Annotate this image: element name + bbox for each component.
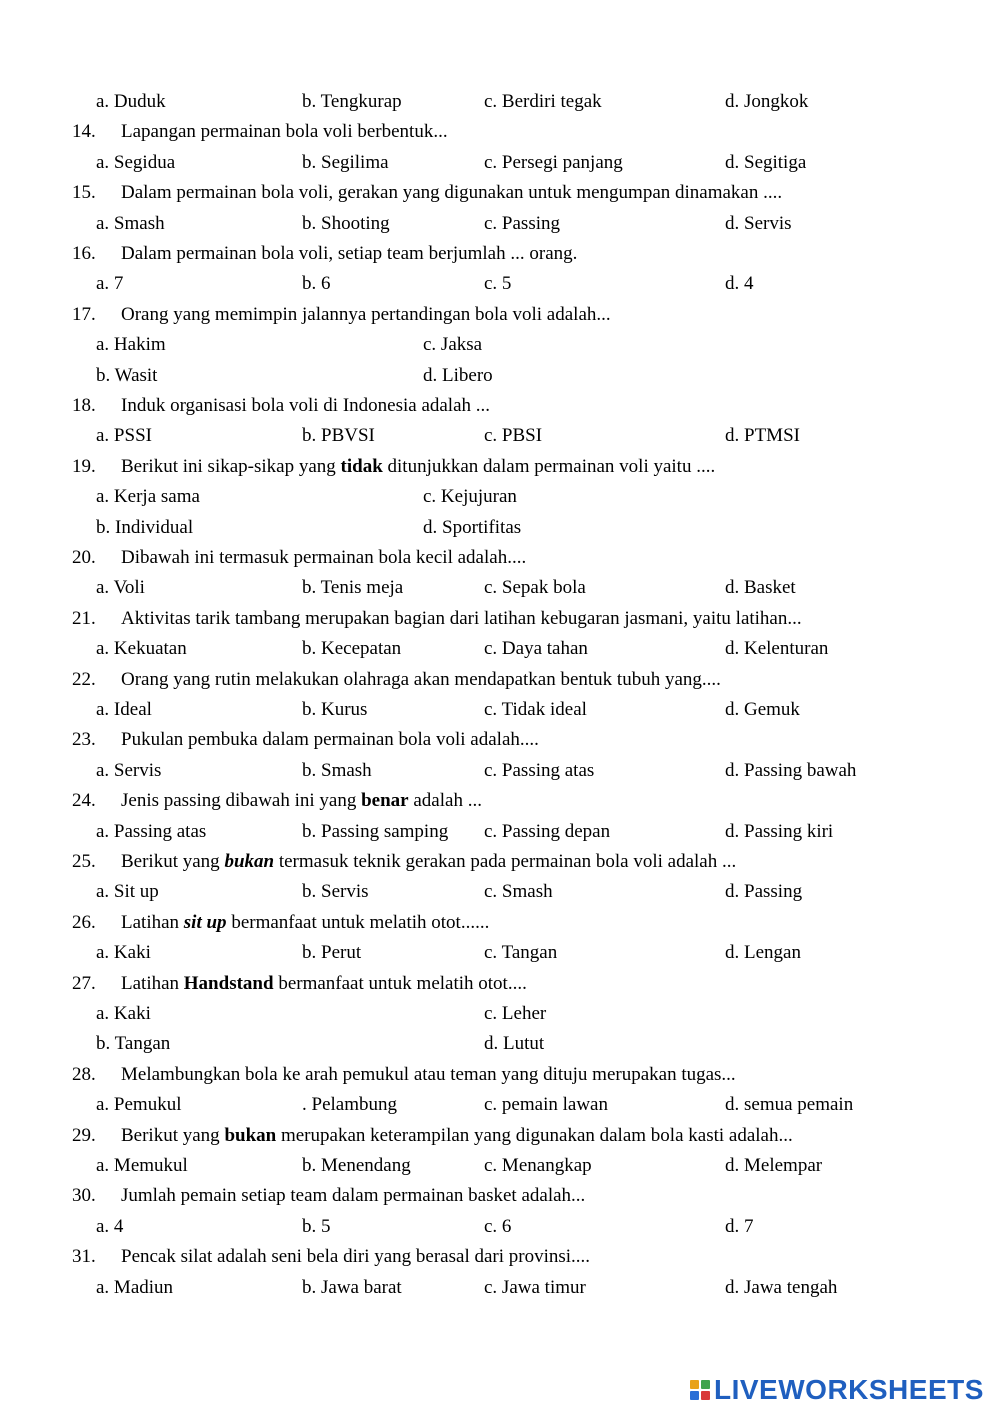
question-21	[0, 604, 1000, 634]
q29-options	[0, 1151, 1000, 1181]
q28-options	[0, 1090, 1000, 1120]
option-d[interactable]: d. Jongkok	[725, 91, 809, 112]
question-number: 20.	[72, 547, 96, 568]
option-d[interactable]: d. Lutut	[484, 1033, 545, 1055]
question-number: 15.	[72, 182, 96, 204]
q13-options	[0, 87, 1000, 117]
option-c[interactable]: c. Daya tahan	[484, 638, 588, 660]
question-number: 30.	[72, 1185, 96, 1207]
option-a[interactable]: a. Pemukul	[96, 1094, 182, 1116]
question-20	[0, 543, 1000, 573]
question-text	[121, 786, 482, 816]
question-number: 28.	[72, 1063, 96, 1085]
q19-options-row-1	[0, 482, 1000, 512]
option-a[interactable]: a. Hakim	[96, 334, 166, 356]
q18-options	[0, 421, 1000, 451]
question-number: 17.	[72, 303, 96, 325]
q16-options	[0, 269, 1000, 299]
option-a[interactable]: a. Madiun	[96, 1276, 174, 1298]
q23-options	[0, 756, 1000, 786]
option-b[interactable]: b. Shooting	[302, 212, 390, 234]
option-b[interactable]: b. Kurus	[302, 699, 368, 720]
logo-square-1	[690, 1380, 699, 1389]
logo-square-4	[701, 1391, 710, 1400]
question-text	[121, 1121, 793, 1151]
question-text-pre: Berikut yang	[121, 851, 225, 872]
option-d[interactable]: d. Passing kiri	[725, 820, 834, 842]
question-number: 16.	[72, 243, 96, 264]
question-text: Aktivitas tarik tambang merupakan bagian dari latihan kebugaran jasmani, yaitu latihan...	[121, 607, 802, 629]
option-d[interactable]: d. Libero	[423, 364, 493, 386]
q17-options-row-1	[0, 330, 1000, 360]
option-d[interactable]: d. Kelenturan	[725, 638, 829, 660]
question-22	[0, 665, 1000, 695]
question-number: 23.	[72, 729, 96, 751]
option-a[interactable]: a. 4	[96, 1215, 124, 1237]
option-c[interactable]: c. Persegi panjang	[484, 151, 623, 173]
option-d[interactable]: d. Sportifitas	[423, 516, 522, 538]
option-b[interactable]: b. Tangan	[96, 1033, 171, 1055]
option-c[interactable]: c. Kejujuran	[423, 486, 517, 508]
option-c[interactable]: c. Tidak ideal	[484, 699, 587, 720]
logo-square-2	[701, 1380, 710, 1389]
option-d[interactable]: d. Segitiga	[725, 151, 807, 173]
question-text-post: adalah ...	[408, 790, 482, 812]
question-26	[0, 908, 1000, 938]
option-d[interactable]: d. Basket	[725, 577, 796, 599]
question-17	[0, 300, 1000, 330]
q27-options-row-2	[0, 1029, 1000, 1059]
option-d[interactable]: d. 7	[725, 1215, 754, 1237]
question-text	[121, 969, 527, 999]
option-a[interactable]: a. PSSI	[96, 425, 152, 447]
question-text	[121, 847, 736, 877]
option-c[interactable]: c. Jawa timur	[484, 1276, 586, 1298]
option-a[interactable]: a. Voli	[96, 577, 145, 599]
question-text-pre: Latihan	[121, 972, 184, 994]
option-c[interactable]: c. Leher	[484, 1003, 547, 1024]
question-text: Orang yang rutin melakukan olahraga akan mendapatkan bentuk tubuh yang....	[121, 668, 721, 690]
option-c[interactable]: c. Passing depan	[484, 820, 611, 842]
q31-options	[0, 1273, 1000, 1303]
option-d[interactable]: d. semua pemain	[725, 1094, 854, 1116]
option-d[interactable]: d. Servis	[725, 212, 792, 234]
question-text: Jumlah pemain setiap team dalam permainan basket adalah...	[121, 1185, 586, 1207]
question-number: 24.	[72, 790, 96, 812]
question-text-pre: Berikut ini sikap-sikap yang	[121, 455, 341, 477]
question-text: Dalam permainan bola voli, gerakan yang digunakan untuk mengumpan dinamakan ....	[121, 182, 783, 204]
option-c[interactable]: c. Passing atas	[484, 759, 595, 781]
emphasis-text: tidak	[340, 455, 383, 477]
question-27	[0, 969, 1000, 999]
q14-options	[0, 148, 1000, 178]
question-number: 31.	[72, 1246, 96, 1268]
option-c[interactable]: c. Sepak bola	[484, 577, 586, 599]
option-a[interactable]: a. Duduk	[96, 91, 166, 112]
option-b[interactable]: b. Perut	[302, 942, 362, 964]
option-b[interactable]: b. Segilima	[302, 151, 389, 173]
question-text	[121, 908, 489, 938]
logo-text: LIVEWORKSHEETS	[714, 1374, 984, 1405]
option-a[interactable]: a. Kekuatan	[96, 638, 187, 660]
question-18	[0, 391, 1000, 421]
question-text-post: termasuk teknik gerakan pada permainan bola voli adalah ...	[274, 851, 737, 872]
question-text: Pencak silat adalah seni bela diri yang berasal dari provinsi....	[121, 1246, 591, 1268]
q26-options	[0, 938, 1000, 968]
question-23	[0, 725, 1000, 755]
option-c[interactable]: c. Berdiri tegak	[484, 91, 602, 112]
option-a[interactable]: a. Kaki	[96, 942, 151, 964]
question-28	[0, 1060, 1000, 1090]
option-b[interactable]: b. Individual	[96, 516, 194, 538]
option-a[interactable]: a. Memukul	[96, 1155, 188, 1176]
question-text-post: ditunjukkan dalam permainan voli yaitu ....	[382, 455, 716, 477]
question-number: 27.	[72, 972, 96, 994]
option-b[interactable]: b. Kecepatan	[302, 638, 402, 660]
question-number: 14.	[72, 121, 96, 143]
liveworksheets-logo-icon	[690, 1380, 710, 1400]
question-text: Lapangan permainan bola voli berbentuk...	[121, 121, 448, 143]
option-b[interactable]: b. Passing samping	[302, 820, 449, 842]
option-a[interactable]: a. Ideal	[96, 699, 152, 720]
q19-options-row-2	[0, 513, 1000, 543]
question-24	[0, 786, 1000, 816]
q15-options	[0, 209, 1000, 239]
option-b[interactable]: b. Jawa barat	[302, 1276, 402, 1298]
option-b[interactable]: b. Wasit	[96, 364, 158, 386]
q30-options	[0, 1212, 1000, 1242]
option-b[interactable]: b. Servis	[302, 881, 369, 903]
option-d[interactable]: d. Jawa tengah	[725, 1276, 838, 1298]
q21-options	[0, 634, 1000, 664]
question-number: 25.	[72, 851, 96, 872]
emphasis-text: Handstand	[183, 972, 274, 994]
option-b[interactable]: b. Tenis meja	[302, 577, 404, 599]
option-c[interactable]: c. Menangkap	[484, 1155, 592, 1176]
option-a[interactable]: a. Segidua	[96, 151, 176, 173]
question-text-pre: Latihan	[121, 911, 184, 933]
q20-options	[0, 573, 1000, 603]
option-b[interactable]: . Pelambung	[302, 1094, 397, 1116]
option-b[interactable]: b. 6	[302, 273, 331, 295]
q22-options	[0, 695, 1000, 725]
option-a[interactable]: a. 7	[96, 273, 124, 295]
option-a[interactable]: a. Passing atas	[96, 820, 207, 842]
question-text: Pukulan pembuka dalam permainan bola voli adalah....	[121, 729, 539, 751]
question-text-post: bermanfaat untuk melatih otot....	[273, 972, 527, 994]
question-number: 29.	[72, 1124, 96, 1146]
logo-square-3	[690, 1391, 699, 1400]
question-text-pre: Berikut yang	[121, 1124, 225, 1146]
question-text: Orang yang memimpin jalannya pertandingan bola voli adalah...	[121, 303, 611, 325]
question-number: 26.	[72, 911, 96, 933]
option-b[interactable]: b. PBVSI	[302, 425, 375, 447]
option-d[interactable]: d. Melempar	[725, 1155, 823, 1176]
question-number: 21.	[72, 607, 96, 629]
option-c[interactable]: c. pemain lawan	[484, 1094, 608, 1116]
question-text-pre: Jenis passing dibawah ini yang	[121, 790, 362, 812]
option-d[interactable]: d. Lengan	[725, 942, 801, 964]
question-number: 19.	[72, 455, 96, 477]
question-text: Induk organisasi bola voli di Indonesia adalah ...	[121, 395, 491, 416]
option-c[interactable]: c. PBSI	[484, 425, 543, 447]
emphasis-text: sit up	[183, 911, 227, 933]
option-d[interactable]: d. 4	[725, 273, 754, 295]
question-text: Melambungkan bola ke arah pemukul atau teman yang dituju merupakan tugas...	[121, 1063, 736, 1085]
option-c[interactable]: c. Passing	[484, 212, 560, 234]
question-14	[0, 117, 1000, 147]
option-d[interactable]: d. Passing bawah	[725, 759, 857, 781]
question-31	[0, 1242, 1000, 1272]
q27-options-row-1	[0, 999, 1000, 1029]
question-text	[121, 452, 715, 482]
question-29	[0, 1121, 1000, 1151]
option-a[interactable]: a. Servis	[96, 759, 162, 781]
option-b[interactable]: b. Smash	[302, 759, 372, 781]
option-d[interactable]: d. Passing	[725, 881, 803, 903]
option-a[interactable]: a. Sit up	[96, 881, 159, 903]
question-text: Dibawah ini termasuk permainan bola kecil adalah....	[121, 547, 527, 568]
emphasis-text: bukan	[224, 1124, 277, 1146]
option-c[interactable]: c. 6	[484, 1215, 512, 1237]
question-19	[0, 452, 1000, 482]
liveworksheets-logo[interactable]	[690, 1372, 984, 1408]
option-a[interactable]: a. Kaki	[96, 1003, 151, 1024]
q24-options	[0, 817, 1000, 847]
option-b[interactable]: b. Tengkurap	[302, 91, 402, 112]
q25-options	[0, 877, 1000, 907]
option-c[interactable]: c. 5	[484, 273, 512, 295]
option-a[interactable]: a. Kerja sama	[96, 486, 200, 508]
q17-options-row-2	[0, 361, 1000, 391]
option-d[interactable]: d. PTMSI	[725, 425, 800, 447]
question-number: 18.	[72, 395, 96, 416]
option-c[interactable]: c. Jaksa	[423, 334, 483, 356]
emphasis-text: benar	[361, 790, 409, 812]
question-25	[0, 847, 1000, 877]
emphasis-text: bukan	[224, 851, 275, 872]
option-c[interactable]: c. Tangan	[484, 942, 558, 964]
question-15	[0, 178, 1000, 208]
option-b[interactable]: b. Menendang	[302, 1155, 411, 1176]
option-a[interactable]: a. Smash	[96, 212, 165, 234]
question-text: Dalam permainan bola voli, setiap team berjumlah ... orang.	[121, 243, 578, 264]
question-text-post: bermanfaat untuk melatih otot......	[226, 911, 490, 933]
question-30	[0, 1181, 1000, 1211]
question-16	[0, 239, 1000, 269]
option-c[interactable]: c. Smash	[484, 881, 553, 903]
option-d[interactable]: d. Gemuk	[725, 699, 800, 720]
question-number: 22.	[72, 668, 96, 690]
option-b[interactable]: b. 5	[302, 1215, 331, 1237]
question-text-post: merupakan keterampilan yang digunakan dalam bola kasti adalah...	[276, 1124, 793, 1146]
